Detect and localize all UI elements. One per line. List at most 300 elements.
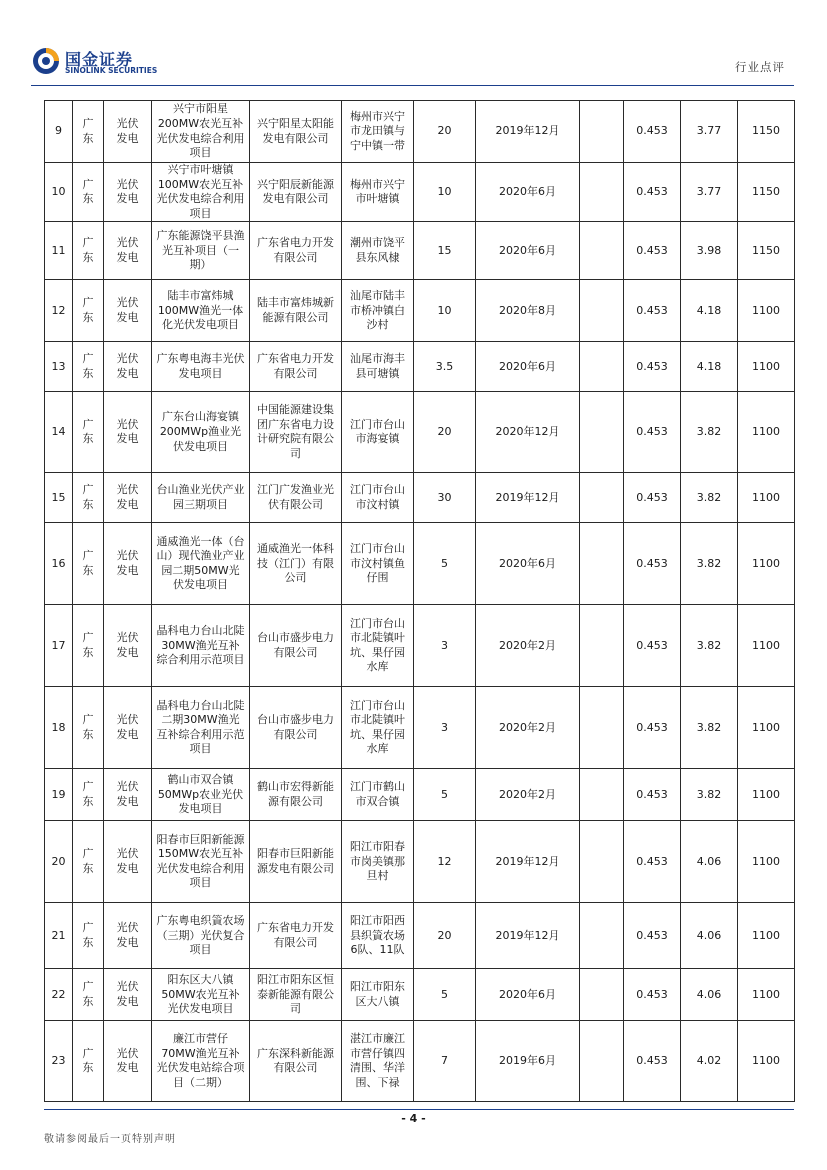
cell-location-text: 江门市台山市北陡镇叶坑、果仔园水库 [350, 698, 405, 756]
cell-province [73, 969, 104, 1021]
cell-price [624, 163, 681, 222]
cell-capacity [414, 222, 476, 280]
cell-blank [580, 821, 624, 903]
cell-company [250, 473, 342, 523]
table-row [45, 342, 795, 392]
cell-hours [681, 101, 738, 163]
cell-date [476, 1021, 580, 1102]
cell-last [738, 392, 795, 473]
cell-location-text: 梅州市兴宁市叶塘镇 [350, 177, 405, 206]
cell-company-text: 阳江市阳东区恒泰新能源有限公司 [257, 972, 334, 1016]
cell-blank [580, 969, 624, 1021]
cell-province [73, 101, 104, 163]
cell-price [624, 821, 681, 903]
project-table-container [44, 100, 794, 1102]
cell-hours-text: 3.82 [696, 720, 722, 734]
cell-location-text: 江门市台山市汶村镇 [350, 483, 405, 511]
cell-hours [681, 903, 738, 969]
cell-no-text: 14 [51, 425, 66, 439]
cell-date-text: 2020年2月 [499, 638, 556, 652]
cell-price-text: 0.453 [636, 184, 668, 198]
cell-name-text: 兴宁市阳星200MW农光互补光伏发电综合利用项目 [156, 102, 245, 160]
cell-location [342, 163, 414, 222]
cell-location [342, 342, 414, 392]
cell-company [250, 392, 342, 473]
cell-province [73, 342, 104, 392]
cell-price-text: 0.453 [636, 556, 668, 570]
cell-province-text: 广东 [82, 921, 94, 949]
cell-no-text: 19 [51, 787, 66, 801]
cell-capacity-text: 3 [441, 720, 448, 734]
cell-location [342, 1021, 414, 1102]
cell-name-text: 广东粤电织篢农场（三期）光伏复合项目 [156, 913, 245, 957]
cell-company-text: 兴宁阳辰新能源发电有限公司 [257, 177, 334, 206]
cell-blank [580, 903, 624, 969]
cell-last-text: 1100 [752, 1054, 780, 1068]
cell-blank [580, 222, 624, 280]
cell-date [476, 163, 580, 222]
cell-blank [580, 280, 624, 342]
table-body [45, 101, 795, 1102]
cell-price [624, 769, 681, 821]
page-number: - 4 - [401, 1112, 426, 1125]
cell-hours-text: 4.06 [696, 987, 722, 1001]
cell-last [738, 342, 795, 392]
cell-hours [681, 969, 738, 1021]
cell-no-text: 21 [51, 928, 66, 942]
cell-hours-text: 3.82 [696, 787, 722, 801]
cell-company [250, 1021, 342, 1102]
cell-capacity-text: 20 [437, 124, 452, 138]
cell-type-text: 光伏发电 [116, 713, 139, 741]
cell-type [104, 605, 152, 687]
cell-province [73, 222, 104, 280]
cell-hours-text: 3.82 [696, 490, 722, 504]
cell-company-text: 兴宁阳星太阳能发电有限公司 [257, 116, 334, 145]
cell-price [624, 222, 681, 280]
cell-type-text: 光伏发电 [116, 483, 139, 511]
cell-name [152, 903, 250, 969]
cell-province [73, 821, 104, 903]
cell-province-text: 广东 [82, 352, 94, 380]
cell-company-text: 广东省电力开发有限公司 [257, 352, 334, 380]
cell-name [152, 769, 250, 821]
cell-last-text: 1100 [752, 928, 780, 942]
cell-blank [580, 1021, 624, 1102]
project-table [44, 100, 795, 1102]
table-row [45, 1021, 795, 1102]
sinolink-logo-icon [31, 46, 61, 76]
cell-hours [681, 163, 738, 222]
cell-price [624, 687, 681, 769]
cell-name-text: 兴宁市叶塘镇100MW农光互补光伏发电综合利用项目 [156, 163, 245, 220]
cell-name-text: 廉江市营仔70MW渔光互补光伏发电站综合项目（二期） [156, 1032, 245, 1089]
cell-capacity-text: 3.5 [435, 359, 454, 373]
cell-date-text: 2020年2月 [499, 787, 556, 801]
table-row [45, 903, 795, 969]
cell-name [152, 473, 250, 523]
cell-date [476, 969, 580, 1021]
table-row [45, 473, 795, 523]
cell-province-text: 广东 [82, 417, 94, 446]
disclaimer-note: 敬请参阅最后一页特别声明 [44, 1134, 176, 1145]
cell-date-text: 2020年2月 [499, 720, 556, 734]
cell-capacity [414, 605, 476, 687]
cell-no [45, 969, 73, 1021]
footer-divider [44, 1109, 794, 1110]
cell-price [624, 605, 681, 687]
cell-price-text: 0.453 [636, 1054, 668, 1068]
cell-no-text: 15 [51, 490, 66, 504]
cell-company [250, 523, 342, 605]
cell-price [624, 280, 681, 342]
cell-blank [580, 342, 624, 392]
cell-capacity [414, 342, 476, 392]
cell-capacity [414, 280, 476, 342]
cell-type [104, 473, 152, 523]
logo-chinese-name: 国金证券 [65, 50, 134, 69]
cell-last-text: 1100 [752, 987, 780, 1001]
cell-price-text: 0.453 [636, 425, 668, 439]
cell-price-text: 0.453 [636, 928, 668, 942]
cell-last-text: 1100 [752, 787, 780, 801]
cell-type-text: 光伏发电 [116, 177, 139, 206]
cell-name-text: 广东粤电海丰光伏发电项目 [156, 352, 245, 380]
cell-province-text: 广东 [82, 483, 94, 511]
cell-price [624, 969, 681, 1021]
cell-province [73, 392, 104, 473]
cell-company-text: 中国能源建设集团广东省电力设计研究院有限公司 [257, 403, 334, 460]
table-row [45, 605, 795, 687]
cell-date [476, 769, 580, 821]
cell-capacity-text: 10 [437, 303, 452, 317]
cell-company [250, 342, 342, 392]
cell-province-text: 广东 [82, 177, 94, 206]
cell-no [45, 222, 73, 280]
cell-price [624, 101, 681, 163]
cell-price-text: 0.453 [636, 490, 668, 504]
cell-blank [580, 605, 624, 687]
cell-capacity [414, 523, 476, 605]
cell-no-text: 12 [51, 303, 66, 317]
cell-province-text: 广东 [82, 631, 94, 659]
cell-name [152, 523, 250, 605]
cell-last [738, 280, 795, 342]
cell-capacity-text: 5 [441, 556, 448, 570]
cell-location-text: 潮州市饶平县东风棣 [350, 236, 405, 264]
cell-type [104, 392, 152, 473]
company-logo [31, 46, 161, 80]
cell-company [250, 969, 342, 1021]
cell-price-text: 0.453 [636, 303, 668, 317]
cell-blank [580, 687, 624, 769]
cell-blank [580, 392, 624, 473]
cell-no [45, 821, 73, 903]
cell-last-text: 1100 [752, 303, 780, 317]
cell-company [250, 280, 342, 342]
cell-price-text: 0.453 [636, 359, 668, 373]
cell-name-text: 台山渔业光伏产业园三期项目 [156, 483, 245, 511]
cell-date-text: 2020年6月 [499, 987, 556, 1001]
cell-date [476, 222, 580, 280]
cell-last-text: 1100 [752, 359, 780, 373]
cell-type [104, 342, 152, 392]
cell-hours [681, 342, 738, 392]
cell-province [73, 473, 104, 523]
cell-name [152, 222, 250, 280]
cell-type [104, 969, 152, 1021]
cell-type [104, 821, 152, 903]
cell-location-text: 阳江市阳东区大八镇 [350, 980, 405, 1008]
cell-province [73, 605, 104, 687]
cell-last [738, 821, 795, 903]
cell-hours [681, 280, 738, 342]
cell-hours-text: 4.06 [696, 854, 722, 868]
cell-hours-text: 3.82 [696, 556, 722, 570]
cell-blank [580, 473, 624, 523]
cell-date [476, 473, 580, 523]
cell-type-text: 光伏发电 [116, 236, 139, 264]
cell-capacity [414, 163, 476, 222]
cell-no [45, 392, 73, 473]
cell-type [104, 280, 152, 342]
cell-price-text: 0.453 [636, 787, 668, 801]
cell-hours-text: 3.77 [696, 184, 722, 198]
cell-no [45, 523, 73, 605]
cell-capacity [414, 769, 476, 821]
cell-name [152, 687, 250, 769]
table-row [45, 687, 795, 769]
cell-province [73, 280, 104, 342]
cell-company-text: 陆丰市富炜城新能源有限公司 [257, 296, 334, 324]
cell-date-text: 2020年6月 [499, 243, 556, 257]
cell-blank [580, 163, 624, 222]
cell-province-text: 广东 [82, 236, 94, 264]
cell-capacity [414, 101, 476, 163]
cell-province [73, 1021, 104, 1102]
cell-date [476, 392, 580, 473]
cell-location [342, 605, 414, 687]
cell-province-text: 广东 [82, 780, 94, 808]
cell-last [738, 687, 795, 769]
cell-type-text: 光伏发电 [116, 780, 139, 808]
cell-last [738, 101, 795, 163]
cell-location-text: 阳江市阳春市岗美镇那旦村 [350, 839, 405, 883]
cell-name [152, 392, 250, 473]
cell-no-text: 11 [51, 243, 66, 257]
cell-price-text: 0.453 [636, 987, 668, 1001]
cell-date [476, 523, 580, 605]
cell-date-text: 2020年8月 [499, 303, 556, 317]
table-row [45, 821, 795, 903]
cell-hours [681, 687, 738, 769]
cell-last [738, 222, 795, 280]
cell-company-text: 江门广发渔业光伏有限公司 [257, 483, 334, 511]
cell-hours-text: 3.82 [696, 425, 722, 439]
cell-no [45, 605, 73, 687]
cell-last [738, 769, 795, 821]
cell-no [45, 163, 73, 222]
cell-type-text: 光伏发电 [116, 980, 139, 1008]
cell-hours-text: 4.18 [696, 303, 722, 317]
cell-price [624, 342, 681, 392]
cell-type [104, 101, 152, 163]
cell-price-text: 0.453 [636, 638, 668, 652]
cell-date-text: 2020年6月 [499, 359, 556, 373]
cell-company [250, 903, 342, 969]
cell-province-text: 广东 [82, 296, 94, 324]
cell-date-text: 2019年12月 [495, 490, 560, 504]
cell-capacity-text: 7 [441, 1054, 448, 1068]
cell-name [152, 969, 250, 1021]
cell-date-text: 2019年12月 [495, 854, 560, 868]
cell-hours [681, 523, 738, 605]
table-row [45, 392, 795, 473]
cell-last-text: 1100 [752, 425, 780, 439]
cell-location [342, 523, 414, 605]
cell-location [342, 903, 414, 969]
cell-no [45, 687, 73, 769]
cell-date-text: 2019年12月 [495, 124, 560, 138]
cell-no [45, 769, 73, 821]
cell-company-text: 通威渔光一体科技（江门）有限公司 [257, 541, 334, 585]
cell-name-text: 阳春市巨阳新能源150MW农光互补光伏发电综合利用项目 [156, 832, 245, 890]
cell-type [104, 222, 152, 280]
cell-company [250, 222, 342, 280]
cell-capacity [414, 903, 476, 969]
cell-province-text: 广东 [82, 1046, 94, 1075]
cell-company [250, 821, 342, 903]
cell-location [342, 821, 414, 903]
cell-name [152, 1021, 250, 1102]
cell-price [624, 473, 681, 523]
cell-type-text: 光伏发电 [116, 549, 139, 577]
table-row [45, 280, 795, 342]
cell-date-text: 2019年12月 [495, 928, 560, 942]
cell-date [476, 605, 580, 687]
cell-company [250, 605, 342, 687]
cell-hours [681, 473, 738, 523]
cell-name-text: 广东台山海宴镇200MWp渔业光伏发电项目 [159, 410, 242, 453]
cell-no [45, 342, 73, 392]
cell-company [250, 769, 342, 821]
cell-price-text: 0.453 [636, 720, 668, 734]
cell-company [250, 687, 342, 769]
table-row [45, 523, 795, 605]
cell-location-text: 汕尾市海丰县可塘镇 [350, 352, 405, 380]
cell-last [738, 969, 795, 1021]
cell-hours [681, 821, 738, 903]
cell-location-text: 阳江市阳西县织篢农场6队、11队 [350, 913, 405, 957]
cell-date-text: 2020年6月 [499, 184, 556, 198]
cell-no [45, 101, 73, 163]
cell-price [624, 903, 681, 969]
cell-price-text: 0.453 [636, 124, 668, 138]
cell-capacity-text: 20 [437, 928, 452, 942]
cell-last-text: 1100 [752, 854, 780, 868]
cell-province-text: 广东 [82, 116, 94, 145]
cell-no-text: 16 [51, 556, 66, 570]
cell-no [45, 473, 73, 523]
cell-last [738, 523, 795, 605]
cell-type-text: 光伏发电 [116, 631, 139, 659]
cell-company-text: 鹤山市宏得新能源有限公司 [257, 780, 334, 808]
cell-type-text: 光伏发电 [116, 116, 139, 145]
cell-hours-text: 4.18 [696, 359, 722, 373]
cell-location [342, 969, 414, 1021]
cell-location [342, 769, 414, 821]
cell-name-text: 鹤山市双合镇50MWp农业光伏发电项目 [157, 772, 244, 816]
cell-no-text: 22 [51, 987, 66, 1001]
cell-type [104, 687, 152, 769]
cell-hours [681, 1021, 738, 1102]
cell-company-text: 阳春市巨阳新能源发电有限公司 [257, 847, 334, 875]
cell-location-text: 江门市鹤山市双合镇 [350, 780, 405, 808]
cell-company-text: 广东深科新能源有限公司 [257, 1046, 334, 1075]
report-category: 行业点评 [735, 60, 785, 74]
cell-location-text: 湛江市廉江市营仔镇四清围、华洋围、下禄 [350, 1032, 405, 1089]
cell-price [624, 1021, 681, 1102]
cell-location [342, 222, 414, 280]
cell-last [738, 605, 795, 687]
cell-type-text: 光伏发电 [116, 296, 139, 324]
cell-blank [580, 523, 624, 605]
cell-name-text: 阳东区大八镇50MW农光互补光伏发电项目 [161, 972, 240, 1016]
cell-hours-text: 3.82 [696, 638, 722, 652]
cell-hours-text: 4.02 [696, 1054, 722, 1068]
cell-location-text: 汕尾市陆丰市桥冲镇白沙村 [350, 288, 405, 332]
cell-province-text: 广东 [82, 847, 94, 875]
cell-no [45, 1021, 73, 1102]
cell-province [73, 687, 104, 769]
cell-type-text: 光伏发电 [116, 847, 139, 875]
cell-no [45, 903, 73, 969]
cell-no-text: 18 [51, 720, 66, 734]
cell-capacity-text: 3 [441, 638, 448, 652]
table-row [45, 222, 795, 280]
cell-name-text: 晶科电力台山北陡二期30MW渔光互补综合利用示范项目 [156, 698, 245, 756]
table-row [45, 969, 795, 1021]
cell-location [342, 280, 414, 342]
cell-hours [681, 605, 738, 687]
cell-last-text: 1150 [752, 243, 780, 257]
cell-date [476, 280, 580, 342]
cell-no-text: 23 [51, 1054, 66, 1068]
cell-no-text: 10 [51, 184, 66, 198]
cell-last-text: 1100 [752, 556, 780, 570]
cell-location [342, 473, 414, 523]
cell-last [738, 1021, 795, 1102]
cell-date [476, 101, 580, 163]
cell-location [342, 101, 414, 163]
cell-price [624, 392, 681, 473]
cell-last-text: 1100 [752, 720, 780, 734]
cell-price [624, 523, 681, 605]
table-row [45, 769, 795, 821]
cell-last [738, 473, 795, 523]
cell-company-text: 台山市盛步电力有限公司 [257, 631, 334, 659]
cell-last [738, 163, 795, 222]
cell-last-text: 1100 [752, 638, 780, 652]
cell-province-text: 广东 [82, 549, 94, 577]
cell-company-text: 广东省电力开发有限公司 [257, 921, 334, 949]
cell-province-text: 广东 [82, 713, 94, 741]
cell-name-text: 广东能源饶平县渔光互补项目（一期） [156, 228, 245, 272]
cell-location-text: 江门市台山市北陡镇叶坑、果仔园水库 [350, 616, 405, 674]
cell-no-text: 9 [55, 124, 62, 138]
cell-capacity-text: 20 [437, 425, 452, 439]
cell-last [738, 903, 795, 969]
